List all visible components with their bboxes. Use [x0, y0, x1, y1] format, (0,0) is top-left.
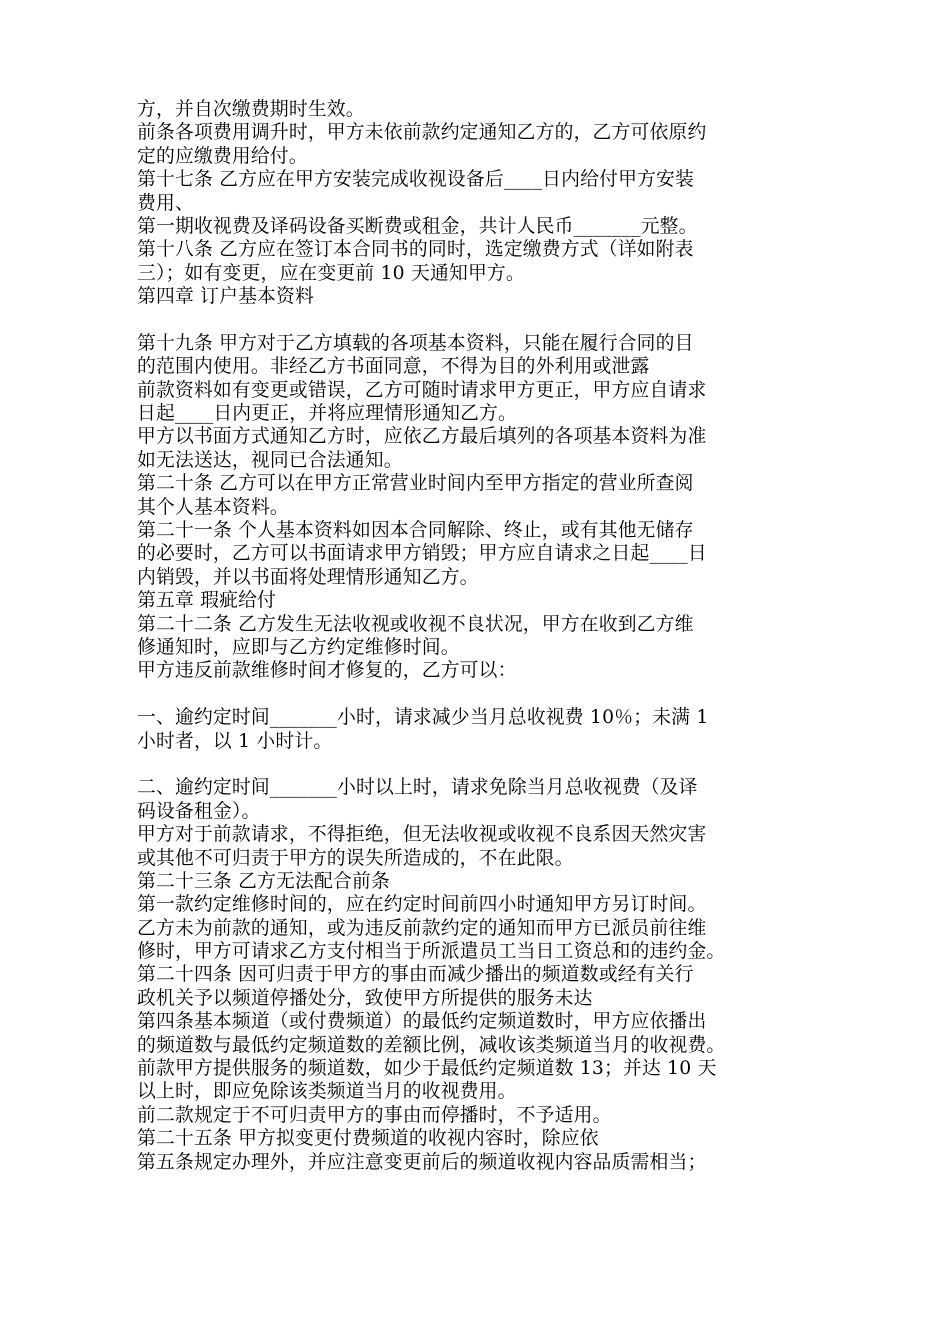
text-line: 甲方以书面方式通知乙方时，应依乙方最后填列的各项基本资料为准: [137, 426, 707, 448]
article-18-heading: 第十八条 乙方应在签订本合同书的同时，选定缴费方式（详如附表: [137, 239, 694, 261]
list-item-1: 一、逾约定时间_______小时，请求减少当月总收视费 10％；未满 1: [137, 707, 709, 729]
article-24-heading: 第二十四条 因可归责于甲方的事由而减少播出的频道数或经有关行: [137, 964, 694, 986]
text-line: 甲方对于前款请求，不得拒绝，但无法收视或收视不良系因天然灾害: [137, 824, 707, 846]
text-line: 前条各项费用调升时，甲方未依前款约定通知乙方的，乙方可依原约: [137, 122, 707, 144]
text-line: 第一期收视费及译码设备买断费或租金，共计人民币_______元整。: [137, 215, 698, 237]
text-line: 前款资料如有变更或错误，乙方可随时请求甲方更正，甲方应自请求: [137, 379, 707, 401]
article-19-heading: 第十九条 甲方对于乙方填载的各项基本资料，只能在履行合同的目: [137, 332, 694, 354]
article-22-heading: 第二十二条 乙方发生无法收视或收视不良状况，甲方在收到乙方维: [137, 613, 694, 635]
text-line: 内销毁，并以书面将处理情形通知乙方。: [137, 566, 479, 588]
text-line: 其个人基本资料。: [137, 496, 289, 518]
list-item-2: 二、逾约定时间_______小时以上时，请求免除当月总收视费（及译: [137, 777, 698, 799]
text-line: 第一款约定维修时间的，应在约定时间前四小时通知甲方另订时间。: [137, 894, 707, 916]
text-line: 的范围内使用。非经乙方书面同意，不得为目的外利用或泄露: [137, 356, 650, 378]
text-line: 的频道数与最低约定频道数的差额比例，减收该类频道当月的收视费。: [137, 1034, 726, 1056]
text-line: 方，并自次缴费期时生效。: [137, 99, 365, 120]
article-20-heading: 第二十条 乙方可以在甲方正常营业时间内至甲方指定的营业所查阅: [137, 473, 694, 495]
text-line: 前款甲方提供服务的频道数，如少于最低约定频道数 13；并达 10 天: [137, 1058, 717, 1080]
blank-line: [137, 683, 817, 706]
contract-page: [137, 98, 817, 1174]
text-line: 小时者，以 1 小时计。: [137, 730, 333, 752]
article-17-heading: 第十七条 乙方应在甲方安装完成收视设备后____日内给付甲方安装: [137, 169, 695, 191]
text-line: 政机关予以频道停播处分，致使甲方所提供的服务未达: [137, 987, 593, 1009]
text-line: 前二款规定于不可归责甲方的事由而停播时，不予适用。: [137, 1104, 612, 1126]
blank-line: [137, 309, 817, 332]
text-line: 以上时，即应免除该类频道当月的收视费用。: [137, 1081, 517, 1103]
text-line: 的必要时，乙方可以书面请求甲方销毁；甲方应自请求之日起____日: [137, 543, 707, 565]
chapter-4-heading: 第四章 订户基本资料: [137, 286, 315, 308]
text-line: 如无法送达，视同已合法通知。: [137, 449, 403, 471]
text-line: 日起____日内更正，并将应理情形通知乙方。: [137, 403, 518, 425]
blank-line: [137, 753, 817, 776]
text-line: 定的应缴费用给付。: [137, 145, 308, 167]
text-line: 乙方未为前款的通知，或为违反前款约定的通知而甲方已派员前往维: [137, 917, 707, 939]
chapter-5-heading: 第五章 瑕疵给付: [137, 590, 277, 612]
text-line: 甲方违反前款维修时间才修复的，乙方可以：: [137, 660, 517, 682]
article-21-heading: 第二十一条 个人基本资料如因本合同解除、终止，或有其他无储存: [137, 520, 694, 542]
text-line: 码设备租金）。: [137, 800, 261, 822]
text-line: 修时，甲方可请求乙方支付相当于所派遣员工当日工资总和的违约金。: [137, 941, 726, 963]
text-line: 修通知时，应即与乙方约定维修时间。: [137, 636, 460, 658]
text-line: 第四条基本频道（或付费频道）的最低约定频道数时，甲方应依播出: [137, 1011, 707, 1033]
article-23-heading: 第二十三条 乙方无法配合前条: [137, 870, 390, 892]
text-line: 费用、: [137, 192, 194, 214]
article-25-heading: 第二十五条 甲方拟变更付费频道的收视内容时，除应依: [137, 1128, 599, 1150]
text-line: 或其他不可归责于甲方的误失所造成的，不在此限。: [137, 847, 574, 869]
text-line: 第五条规定办理外，并应注意变更前后的频道收视内容品质需相当；: [137, 1151, 707, 1173]
text-line: 三）；如有变更，应在变更前 10 天通知甲方。: [137, 262, 525, 284]
